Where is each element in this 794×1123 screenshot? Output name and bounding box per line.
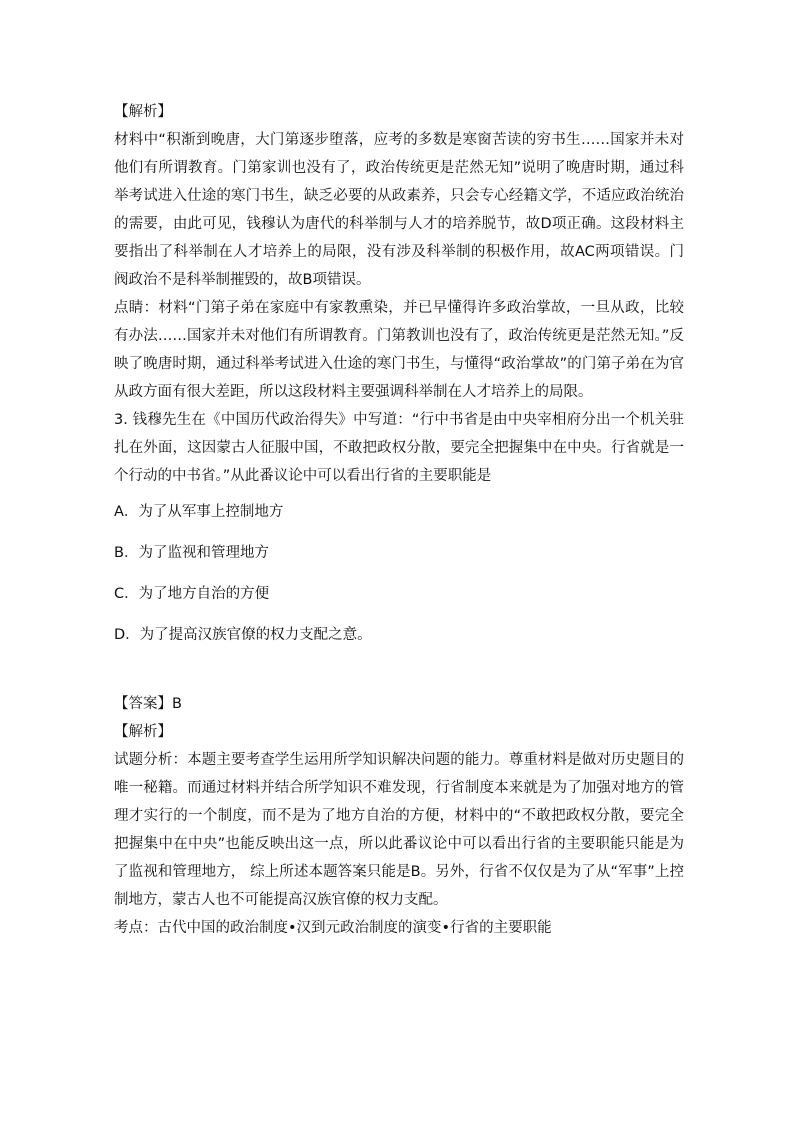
tip-text: 点睛：材料“门第子弟在家庭中有家教熏染，并已早懂得许多政治掌故，一旦从政，比较有办法……国家并未对他们有所谓教育。门第教训也没有了，政治传统更是茫然无知。”反映了晚唐时期，通过科举考试进入仕途的寒门书生，与懂得“政治掌故”的门第子弟在为官从政方面有很大差距，所以这段材料主要强调科举制在人才培养上的局限。	[114, 300, 684, 400]
question-3-stem: 3. 钱穆先生在《中国历代政治得失》中写道：“行中书省是由中央宰相府分出一个机关驻扎在外面，这因蒙古人征服中国，不敢把政权分散，要完全把握集中在中央。行省就是一个行动的中书省。”从此番议论中可以看出行省的主要职能是	[114, 412, 684, 484]
answer-analysis-text: 试题分析：本题主要考查学生运用所学知识解决问题的能力。尊重材料是做对历史题目的唯一秘籍。而通过材料并结合所学知识不难发现，行省制度本来就是为了加强对地方的管理才实行的一个制度，而不是为了地方自治的方便，材料中的“不敢把政权分散，要完全把握集中在中央”也能反映出这一点，所以此番议论中可以看出行省的主要职能只能是为了监视和管理地方， 综上所述本题答案只能是B。另外，行省不仅仅是为了从“军事”上控制地方，蒙古人也不可能提高汉族官僚的权力支配。	[114, 752, 684, 908]
option-b: B．为了监视和管理地方	[114, 545, 269, 561]
analysis-text: 材料中“积渐到晚唐，大门第逐步堕落，应考的多数是寒窗苦读的穷书生……国家并未对他们有所谓教育。门第家训也没有了，政治传统更是茫然无知”说明了晚唐时期，通过科举考试进入仕途的寒门书生，缺乏必要的从政素养，只会专心经籍文学，不适应政治统治的需要，由此可见，钱穆认为唐代的科举制与人才的培养脱节，故D项正确。这段材料主要指出了科举制在人才培养上的局限，没有涉及科举制的积极作用，故AC两项错误。门阀政治不是科举制摧毁的，故B项错误。	[114, 132, 684, 288]
option-a: A．为了从军事上控制地方	[114, 504, 284, 520]
answer-analysis-heading: 【解析】	[114, 724, 172, 740]
kaodian-text: 考点：古代中国的政治制度•汉到元政治制度的演变•行省的主要职能	[114, 920, 552, 936]
spacer	[114, 666, 684, 690]
document-page	[114, 98, 684, 942]
answer-line: 【答案】B	[114, 696, 182, 712]
analysis-heading: 【解析】	[114, 104, 172, 120]
option-c: C．为了地方自治的方便	[114, 586, 270, 602]
option-d: D．为了提高汉族官僚的权力支配之意。	[114, 627, 372, 643]
